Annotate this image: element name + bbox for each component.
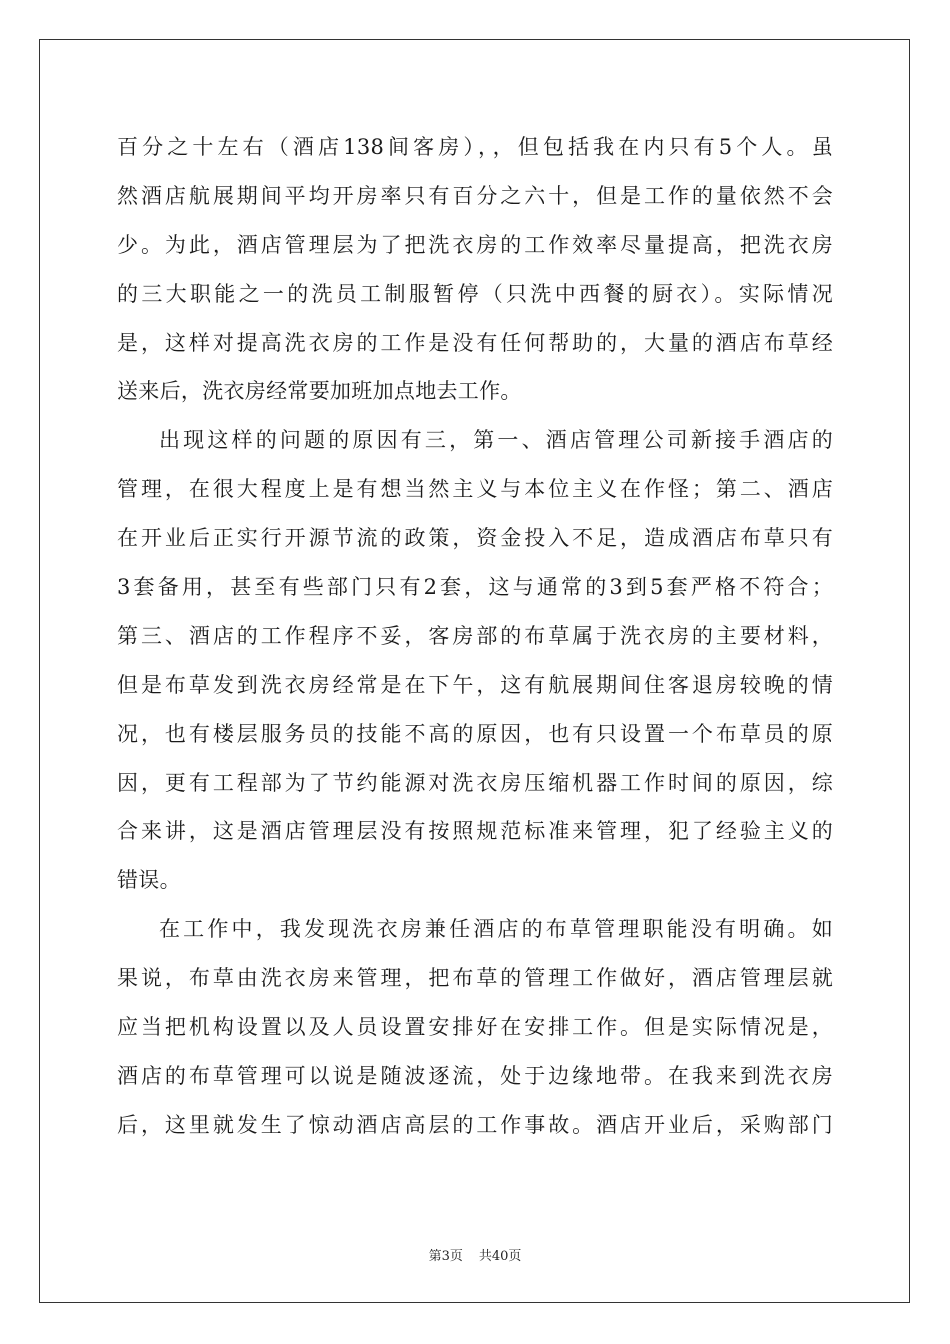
page-footer [0, 1245, 950, 1264]
text-line: 管理，在很大程度上是有想当然主义与本位主义在作怪；第二、酒店 [117, 477, 833, 502]
text-line: 百分之十左右（酒店138间客房），，但包括我在内只有5个人。虽 [117, 135, 833, 159]
text-line: 错误。 [117, 868, 181, 893]
text-line: 酒店的布草管理可以说是随波逐流，处于边缘地带。在我来到洗衣房 [117, 1063, 833, 1088]
text-line: 合来讲，这是酒店管理层没有按照规范标准来管理，犯了经验主义的 [117, 819, 833, 844]
text-line: 第三、酒店的工作程序不妥，客房部的布草属于洗衣房的主要材料， [117, 623, 833, 648]
page-number: 第3页 [428, 1249, 463, 1264]
text-line: 少。为此，酒店管理层为了把洗衣房的工作效率尽量提高，把洗衣房 [117, 232, 833, 257]
text-line: 因，更有工程部为了节约能源对洗衣房压缩机器工作时间的原因，综 [117, 770, 833, 795]
text-line: 况，也有楼层服务员的技能不高的原因，也有只设置一个布草员的原 [117, 721, 833, 746]
text-line: 果说，布草由洗衣房来管理，把布草的管理工作做好，酒店管理层就 [117, 966, 833, 991]
text-line: 是，这样对提高洗衣房的工作是没有任何帮助的，大量的酒店布草经 [117, 330, 833, 355]
text-line: 送来后，洗衣房经常要加班加点地去工作。 [117, 379, 522, 404]
text-line: 的三大职能之一的洗员工制服暂停（只洗中西餐的厨衣）。实际情况 [117, 281, 833, 306]
text-line: 然酒店航展期间平均开房率只有百分之六十，但是工作的量依然不会 [117, 183, 833, 208]
text-line: 在工作中，我发现洗衣房兼任酒店的布草管理职能没有明确。如 [159, 917, 833, 942]
text-line: 3套备用，甚至有些部门只有2套，这与通常的3到5套严格不符合； [117, 575, 833, 600]
page-total: 共40页 [478, 1249, 522, 1264]
text-line: 但是布草发到洗衣房经常是在下午，这有航展期间住客退房较晚的情 [117, 672, 833, 697]
document-body [117, 127, 833, 1154]
text-line: 后，这里就发生了惊动酒店高层的工作事故。酒店开业后，采购部门 [117, 1112, 833, 1137]
text-line: 在开业后正实行开源节流的政策，资金投入不足，造成酒店布草只有 [117, 526, 833, 551]
text-line: 应当把机构设置以及人员设置安排好在安排工作。但是实际情况是， [117, 1015, 833, 1040]
text-line: 出现这样的问题的原因有三，第一、酒店管理公司新接手酒店的 [159, 428, 833, 453]
